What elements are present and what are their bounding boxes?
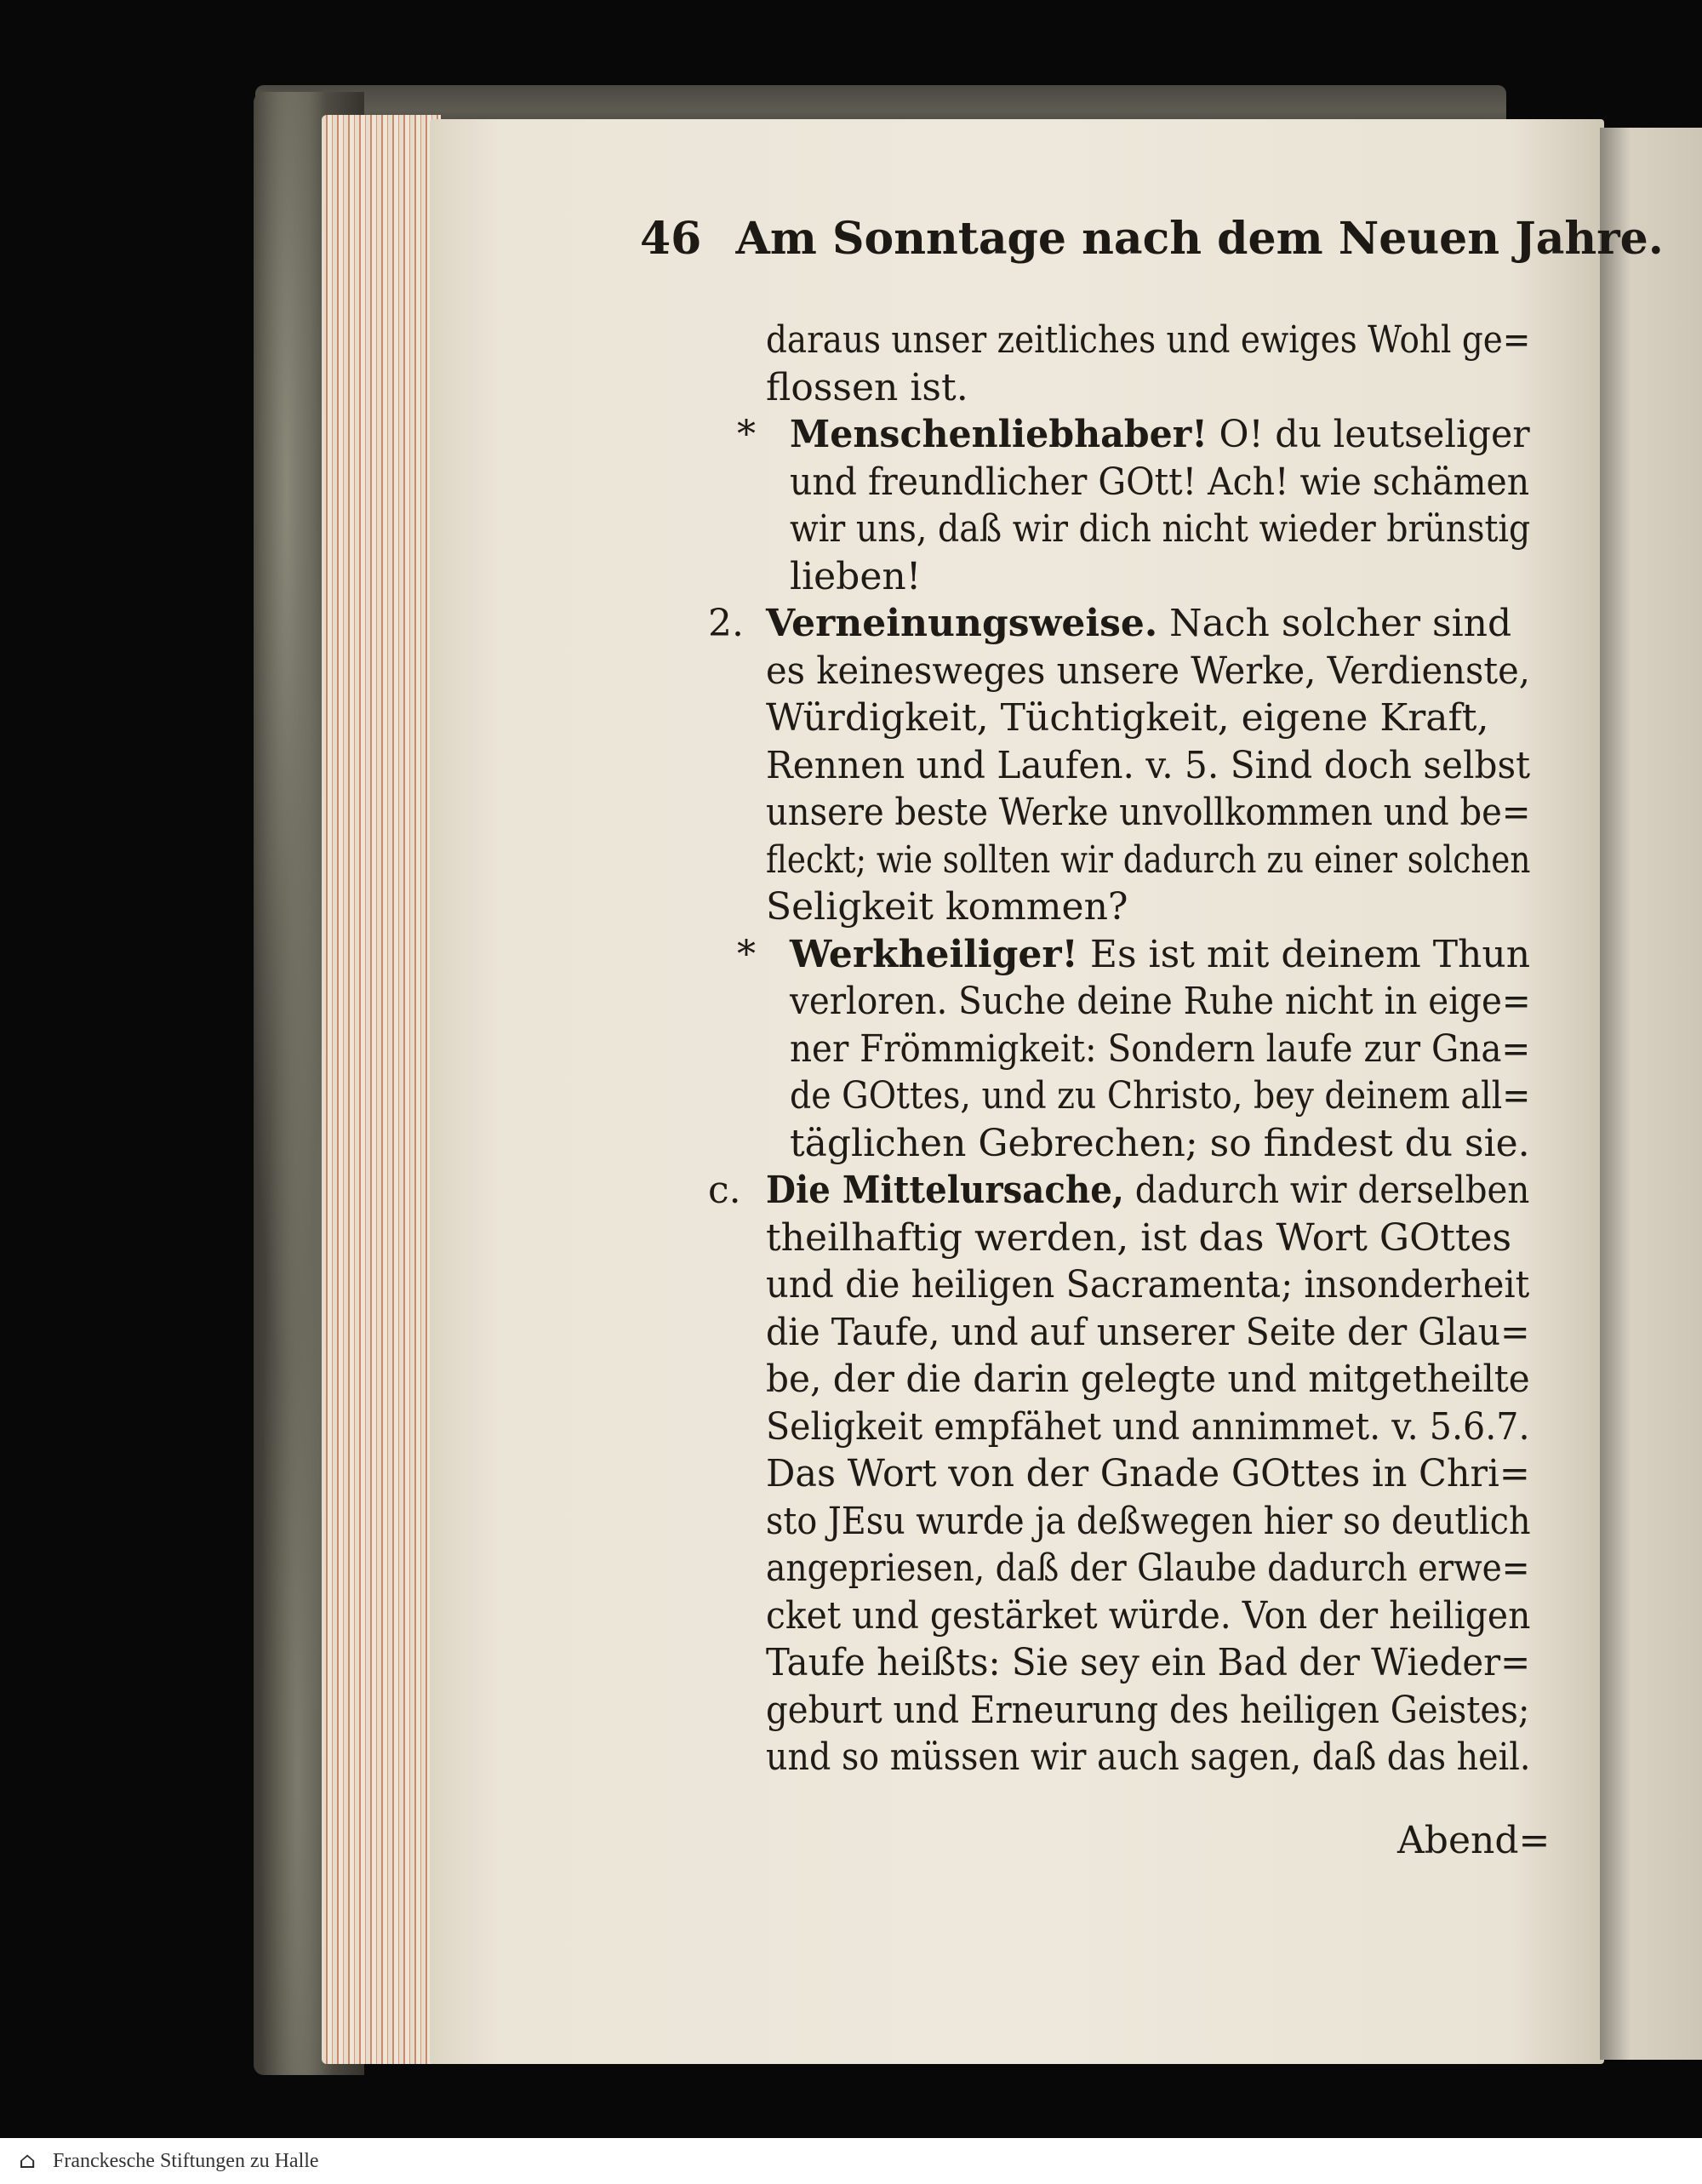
line-text: verloren. Suche deine Ruhe nicht in eige=	[790, 980, 1531, 1023]
text-line	[766, 1639, 1530, 1687]
line-text: es keinesweges unsere Werke, Verdienste,	[766, 649, 1531, 693]
text-line	[766, 1498, 1531, 1546]
line-text: wir uns, daß wir dich nicht wieder brünstig	[790, 507, 1531, 551]
line-text: angepriesen, daß der Glaube dadurch erwe=	[766, 1547, 1530, 1590]
running-head-title: Am Sonntage nach dem Neuen Jahre.	[735, 213, 1664, 265]
line-text: fleckt; wie sollten wir dadurch zu einer solchen	[766, 838, 1531, 882]
line-text: Seligkeit empfähet und annimmet. v. 5.6.7.	[766, 1405, 1530, 1449]
text-line	[790, 931, 1530, 979]
line-text: cket und gestärket würde. Von der heiligen	[766, 1594, 1531, 1638]
line-text: be, der die darin gelegte und mitgetheilte	[766, 1358, 1530, 1401]
facing-page-edge	[1600, 128, 1702, 2060]
text-line	[766, 317, 1530, 364]
text-line	[766, 364, 968, 412]
line-text: flossen ist.	[766, 366, 968, 409]
line-marker: *	[737, 933, 756, 976]
line-text: und die heiligen Sacramenta; insonderheit	[766, 1263, 1530, 1306]
text-line	[766, 837, 1530, 884]
line-text: sto JEsu wurde ja deßwegen hier so deutlich	[766, 1500, 1531, 1543]
text-line	[790, 411, 1530, 459]
text-line	[766, 1545, 1530, 1592]
text-line	[766, 600, 1511, 648]
text-line	[766, 695, 1488, 742]
text-line	[766, 789, 1530, 837]
line-text: unsere beste Werke unvollkommen und be=	[766, 791, 1531, 834]
line-text: dadurch wir derselben	[1123, 1169, 1530, 1212]
line-marker: *	[737, 413, 756, 456]
line-text: lieben!	[790, 555, 922, 598]
text-line	[766, 1450, 1530, 1498]
line-text: daraus unser zeitliches und ewiges Wohl ge=	[766, 318, 1531, 362]
line-marker: 2.	[708, 602, 744, 645]
line-marker: c.	[708, 1169, 741, 1212]
line-text: theilhaftig werden, ist das Wort GOttes	[766, 1216, 1512, 1260]
line-text: de GOttes, und zu Christo, bey deinem all=	[790, 1074, 1531, 1118]
text-line	[766, 1404, 1530, 1451]
line-lead-term: Die Mittelursache,	[766, 1169, 1124, 1212]
text-line	[790, 1026, 1530, 1073]
line-text: Das Wort von der Gnade GOttes in Chri=	[766, 1452, 1530, 1495]
text-line	[766, 1687, 1529, 1735]
line-text: Nach solcher sind	[1157, 602, 1512, 645]
footer-institution: Franckesche Stiftungen zu Halle	[53, 2150, 319, 2172]
text-line	[790, 1120, 1530, 1168]
text-line	[790, 506, 1530, 553]
line-text: täglichen Gebrechen; so findest du sie.	[790, 1122, 1530, 1165]
text-line	[790, 978, 1531, 1026]
line-text: die Taufe, und auf unserer Seite der Glau=	[766, 1311, 1530, 1354]
text-line	[766, 742, 1530, 790]
running-head	[640, 213, 1664, 265]
page-number: 46	[640, 213, 702, 265]
text-line	[766, 883, 1128, 931]
line-lead-term: Verneinungsweise.	[766, 602, 1158, 645]
text-line	[790, 459, 1529, 506]
text-line	[790, 553, 921, 601]
line-text: Es ist mit deinem Thun	[1077, 933, 1531, 976]
line-lead-term: Menschenliebhaber!	[790, 413, 1208, 456]
text-line	[766, 1261, 1529, 1309]
line-text: ner Frömmigkeit: Sondern laufe zur Gna=	[790, 1027, 1531, 1071]
line-text: und so müssen wir auch sagen, daß das heil.	[766, 1735, 1531, 1779]
text-line	[766, 1734, 1531, 1781]
line-lead-term: Werkheiliger!	[790, 933, 1078, 976]
text-line	[766, 648, 1530, 695]
text-line	[790, 1072, 1530, 1120]
catchword: Abend=	[1397, 1819, 1551, 1862]
line-text: Seligkeit kommen?	[766, 885, 1128, 929]
line-text: Taufe heißts: Sie sey ein Bad der Wieder=	[766, 1641, 1531, 1684]
foundation-building-icon: ⌂	[19, 2148, 36, 2174]
text-line	[766, 1167, 1529, 1215]
line-text: Würdigkeit, Tüchtigkeit, eigene Kraft,	[766, 696, 1489, 740]
line-text: geburt und Erneurung des heiligen Geistes;	[766, 1689, 1530, 1732]
text-line	[766, 1356, 1530, 1404]
line-text: Rennen und Laufen. v. 5. Sind doch selbst	[766, 744, 1531, 787]
text-line	[766, 1309, 1530, 1357]
line-text: und freundlicher GOtt! Ach! wie schämen	[790, 460, 1530, 504]
text-line	[766, 1592, 1530, 1640]
text-line	[766, 1215, 1511, 1262]
line-text: O! du leutseliger	[1207, 413, 1530, 456]
page-edges	[322, 115, 441, 2064]
